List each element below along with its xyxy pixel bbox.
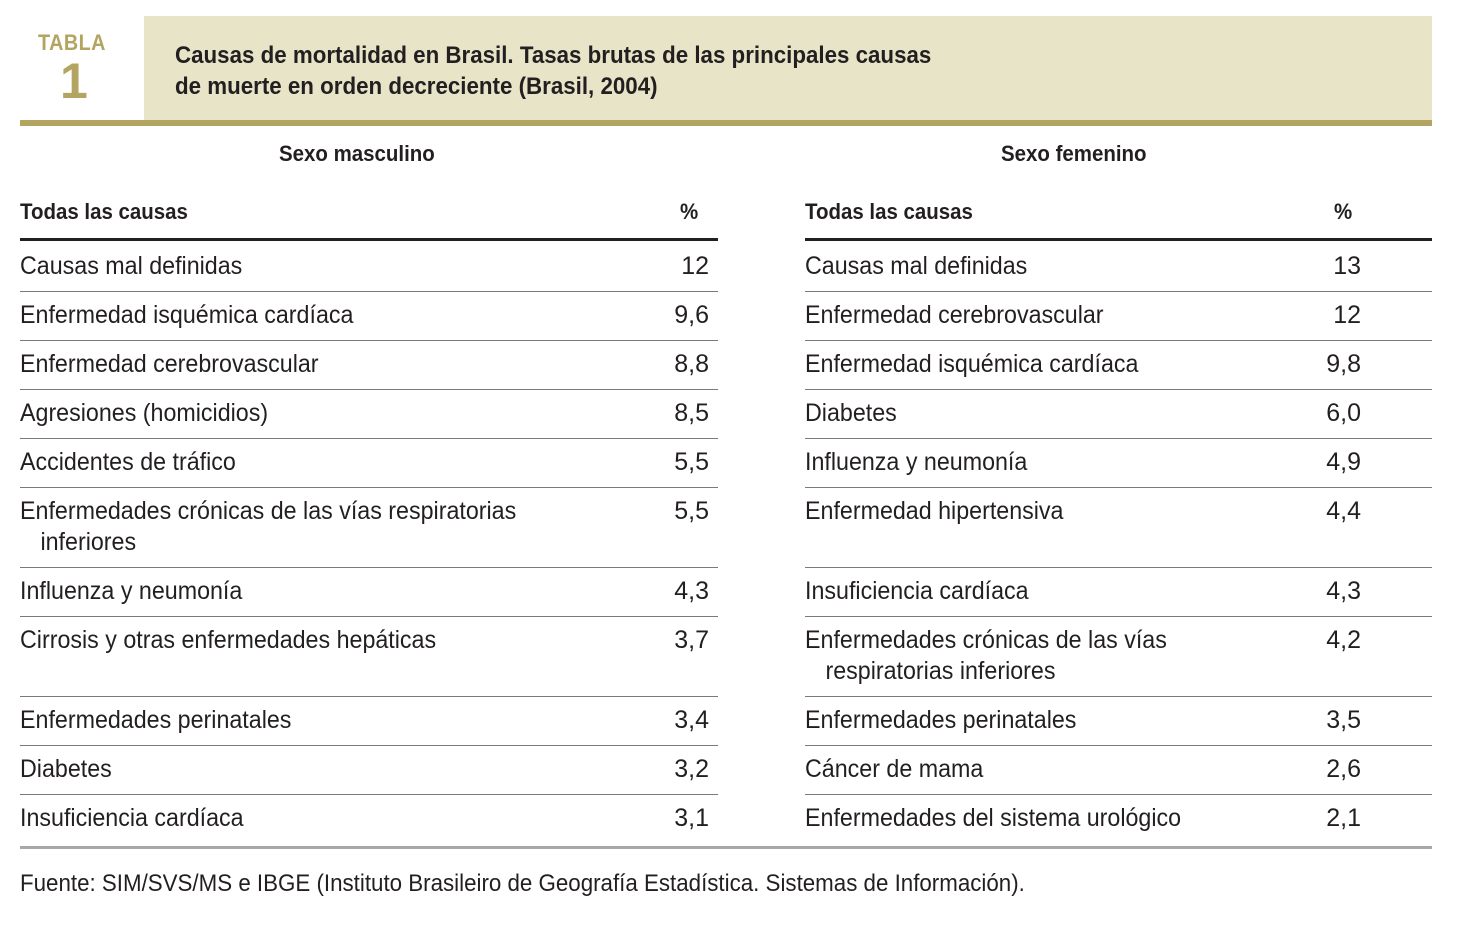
female-heading: Sexo femenino xyxy=(1001,141,1147,166)
female-cause-cell xyxy=(805,349,1138,380)
female-percent-cell: 4,4 xyxy=(1326,497,1361,525)
female-percent-cell: 4,9 xyxy=(1326,448,1361,476)
male-cause-text: Influenza y neumonía xyxy=(20,577,243,605)
male-heading: Sexo masculino xyxy=(279,141,435,166)
female-row-divider xyxy=(805,438,1432,439)
table-bottom-rule xyxy=(20,846,1432,849)
male-cause-text: Causas mal definidas xyxy=(20,252,243,280)
female-percent-cell: 6,0 xyxy=(1326,399,1361,427)
male-cause-cell xyxy=(20,625,436,656)
male-percent-cell: 8,5 xyxy=(674,399,709,427)
male-cause-cell xyxy=(20,300,353,331)
female-row-divider xyxy=(805,745,1432,746)
male-header-rule xyxy=(20,238,718,241)
female-cause-cell xyxy=(805,251,1027,282)
female-row-divider xyxy=(805,340,1432,341)
female-cause-cell xyxy=(805,576,1029,607)
header-divider xyxy=(20,120,1432,126)
male-cause-text: Enfermedades perinatales xyxy=(20,706,292,734)
male-row-divider xyxy=(20,567,718,568)
table-label: TABLA xyxy=(38,30,106,55)
male-row-divider xyxy=(20,616,718,617)
male-cause-text: Cirrosis y otras enfermedades hepáticas xyxy=(20,626,437,654)
female-cause-cell xyxy=(805,496,1063,527)
female-cause-text: Enfermedad cerebrovascular xyxy=(805,301,1104,329)
male-percent-cell: 3,7 xyxy=(674,626,709,654)
table-title-line-2: de muerte en orden decreciente (Brasil, 2004) xyxy=(175,73,658,100)
female-cause-cell xyxy=(805,803,1181,834)
table-number-badge xyxy=(20,16,142,120)
female-row-divider xyxy=(805,291,1432,292)
female-percent-cell: 3,5 xyxy=(1326,706,1361,734)
male-cause-column-header: Todas las causas xyxy=(20,199,188,224)
female-cause-text: Insuficiencia cardíaca xyxy=(805,577,1029,605)
female-row-divider xyxy=(805,389,1432,390)
male-cause-text: Agresiones (homicidios) xyxy=(20,399,269,427)
female-percent-cell: 2,1 xyxy=(1326,804,1361,832)
female-percent-cell: 13 xyxy=(1333,252,1361,280)
female-cause-text: Causas mal definidas xyxy=(805,252,1028,280)
table-title-box xyxy=(144,16,1432,120)
male-row-divider xyxy=(20,696,718,697)
male-cause-cell xyxy=(20,576,242,607)
male-row-divider xyxy=(20,291,718,292)
male-cause-cell xyxy=(20,447,236,478)
male-percent-column-header: % xyxy=(680,199,699,224)
female-cause-cell xyxy=(805,398,897,429)
female-cause-cell xyxy=(805,447,1027,478)
female-percent-cell: 9,8 xyxy=(1326,350,1361,378)
male-cause-cell xyxy=(20,705,291,736)
female-row-divider xyxy=(805,567,1432,568)
male-percent-cell: 8,8 xyxy=(674,350,709,378)
male-row-divider xyxy=(20,389,718,390)
male-cause-cell xyxy=(20,251,242,282)
male-percent-cell: 9,6 xyxy=(674,301,709,329)
female-cause-cell xyxy=(805,754,983,785)
male-percent-cell: 3,4 xyxy=(674,706,709,734)
female-percent-cell: 4,3 xyxy=(1326,577,1361,605)
male-percent-cell: 5,5 xyxy=(674,497,709,525)
male-row-divider xyxy=(20,487,718,488)
female-cause-text: Diabetes xyxy=(805,399,897,427)
male-cause-cell xyxy=(20,349,319,380)
female-row-divider xyxy=(805,616,1432,617)
female-cause-text: Enfermedades perinatales xyxy=(805,706,1077,734)
female-percent-cell: 4,2 xyxy=(1326,626,1361,654)
female-cause-text-continued: respiratorias inferiores xyxy=(825,657,1056,685)
female-row-divider xyxy=(805,696,1432,697)
female-cause-text: Enfermedad hipertensiva xyxy=(805,497,1064,525)
male-percent-cell: 3,1 xyxy=(674,804,709,832)
female-percent-cell: 12 xyxy=(1333,301,1361,329)
female-header-rule xyxy=(805,238,1432,241)
male-cause-cell xyxy=(20,754,112,785)
male-row-divider xyxy=(20,745,718,746)
table-title-line-1: Causas de mortalidad en Brasil. Tasas brutas de las principales causas xyxy=(175,42,932,69)
female-cause-text: Influenza y neumonía xyxy=(805,448,1028,476)
female-cause-text: Enfermedad isquémica cardíaca xyxy=(805,350,1139,378)
female-cause-cell xyxy=(805,625,1167,687)
male-cause-text: Enfermedad isquémica cardíaca xyxy=(20,301,354,329)
male-percent-cell: 5,5 xyxy=(674,448,709,476)
male-cause-cell xyxy=(20,398,268,429)
female-cause-cell xyxy=(805,300,1104,331)
male-row-divider xyxy=(20,794,718,795)
table-number: 1 xyxy=(60,53,88,109)
female-cause-text: Enfermedades crónicas de las vías xyxy=(805,626,1167,654)
female-row-divider xyxy=(805,794,1432,795)
female-cause-column-header: Todas las causas xyxy=(805,199,973,224)
female-cause-text: Cáncer de mama xyxy=(805,755,984,783)
female-row-divider xyxy=(805,487,1432,488)
male-cause-text: Enfermedad cerebrovascular xyxy=(20,350,319,378)
male-cause-text: Enfermedades crónicas de las vías respiratorias xyxy=(20,497,517,525)
source-note: Fuente: SIM/SVS/MS e IBGE (Instituto Brasileiro de Geografía Estadística. Sistemas de Información). xyxy=(20,870,1025,897)
female-cause-cell xyxy=(805,705,1076,736)
male-percent-cell: 3,2 xyxy=(674,755,709,783)
male-cause-cell xyxy=(20,803,244,834)
table-header xyxy=(20,16,1432,120)
female-percent-column-header: % xyxy=(1334,199,1353,224)
male-percent-cell: 4,3 xyxy=(674,577,709,605)
male-cause-text-continued: inferiores xyxy=(40,528,137,556)
male-percent-cell: 12 xyxy=(681,252,709,280)
female-cause-text: Enfermedades del sistema urológico xyxy=(805,804,1182,832)
male-cause-text: Insuficiencia cardíaca xyxy=(20,804,244,832)
male-row-divider xyxy=(20,340,718,341)
male-cause-text: Accidentes de tráfico xyxy=(20,448,236,476)
male-cause-cell xyxy=(20,496,516,558)
male-row-divider xyxy=(20,438,718,439)
male-cause-text: Diabetes xyxy=(20,755,112,783)
female-percent-cell: 2,6 xyxy=(1326,755,1361,783)
